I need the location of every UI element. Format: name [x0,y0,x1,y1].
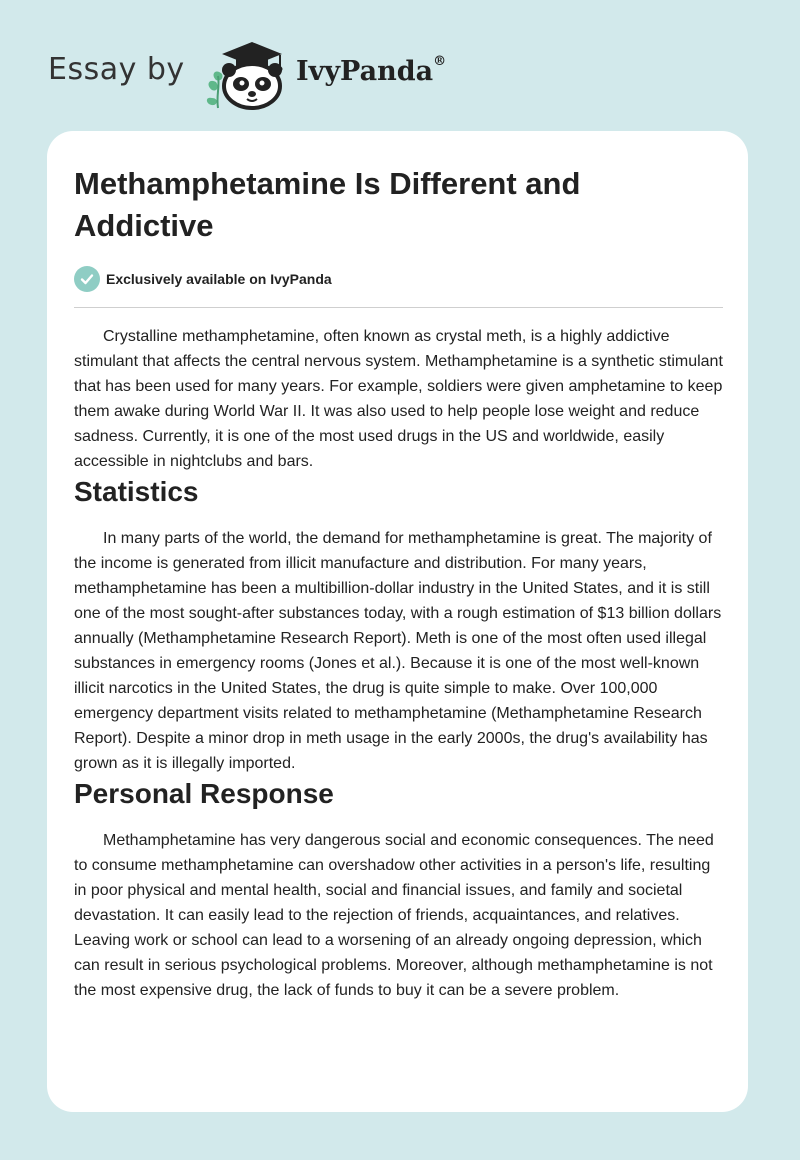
section-heading-statistics: Statistics [74,476,199,507]
brand-label: IvyPanda [296,56,434,87]
page-title: Methamphetamine Is Different and Addictive [74,166,581,243]
checkmark-icon [74,266,100,292]
title-divider [74,307,723,308]
exclusive-badge [74,265,723,293]
essay-by-label: Essay by [48,52,185,87]
essay-content [74,163,723,1003]
essay-card [47,131,748,1112]
section-heading-personal-response: Personal Response [74,778,334,809]
registered-mark: ® [433,54,447,69]
statistics-paragraph: In many parts of the world, the demand for methamphetamine is great. The majority of the income is generated from illicit manufacture and distribution. For many years, methamphetamine has been a multibillion-dollar industry in the United States, and it is still one of the most sought-after substances today, with a rough estimation of $13 billion dollars annually (Methamphetamine Research Report). Meth is one of the most often used illegal substances in emergency rooms (Jones et al.). Because it is one of the most well-known illicit narcotics in the United States, the drug is quite simple to make. Over 100,000 emergency department visits related to methamphetamine (Methamphetamine Research Report). Despite a minor drop in meth usage in the early 2000s, the drug's availability has grown as it is illegally imported. [74,530,722,772]
brand-name[interactable] [296,56,446,87]
intro-paragraph: Crystalline methamphetamine, often known as crystal meth, is a highly addictive stimulant that affects the central nervous system. Methamphetamine is a synthetic stimulant that has been used for many years. For example, soldiers were given amphetamine to keep them awake during World War II. It was also used to help people lose weight and reduce sadness. Currently, it is one of the most used drugs in the US and worldwide, easily accessible in nightclubs and bars. [74,328,723,470]
badge-label: Exclusively available on IvyPanda [106,271,332,287]
personal-response-paragraph: Methamphetamine has very dangerous social and economic consequences. The need to consume methamphetamine can overshadow other activities in a person's life, resulting in poor physical and mental health, social and financial issues, and family and societal devastation. It can easily lead to the rejection of friends, acquaintances, and relatives. Leaving work or school can lead to a worsening of an already ongoing depression, which can result in serious psychological problems. Moreover, although methamphetamine is not the most expensive drug, the lack of funds to buy it can be a severe problem. [74,832,714,999]
panda-logo-icon[interactable] [202,34,292,110]
site-header [48,34,548,110]
